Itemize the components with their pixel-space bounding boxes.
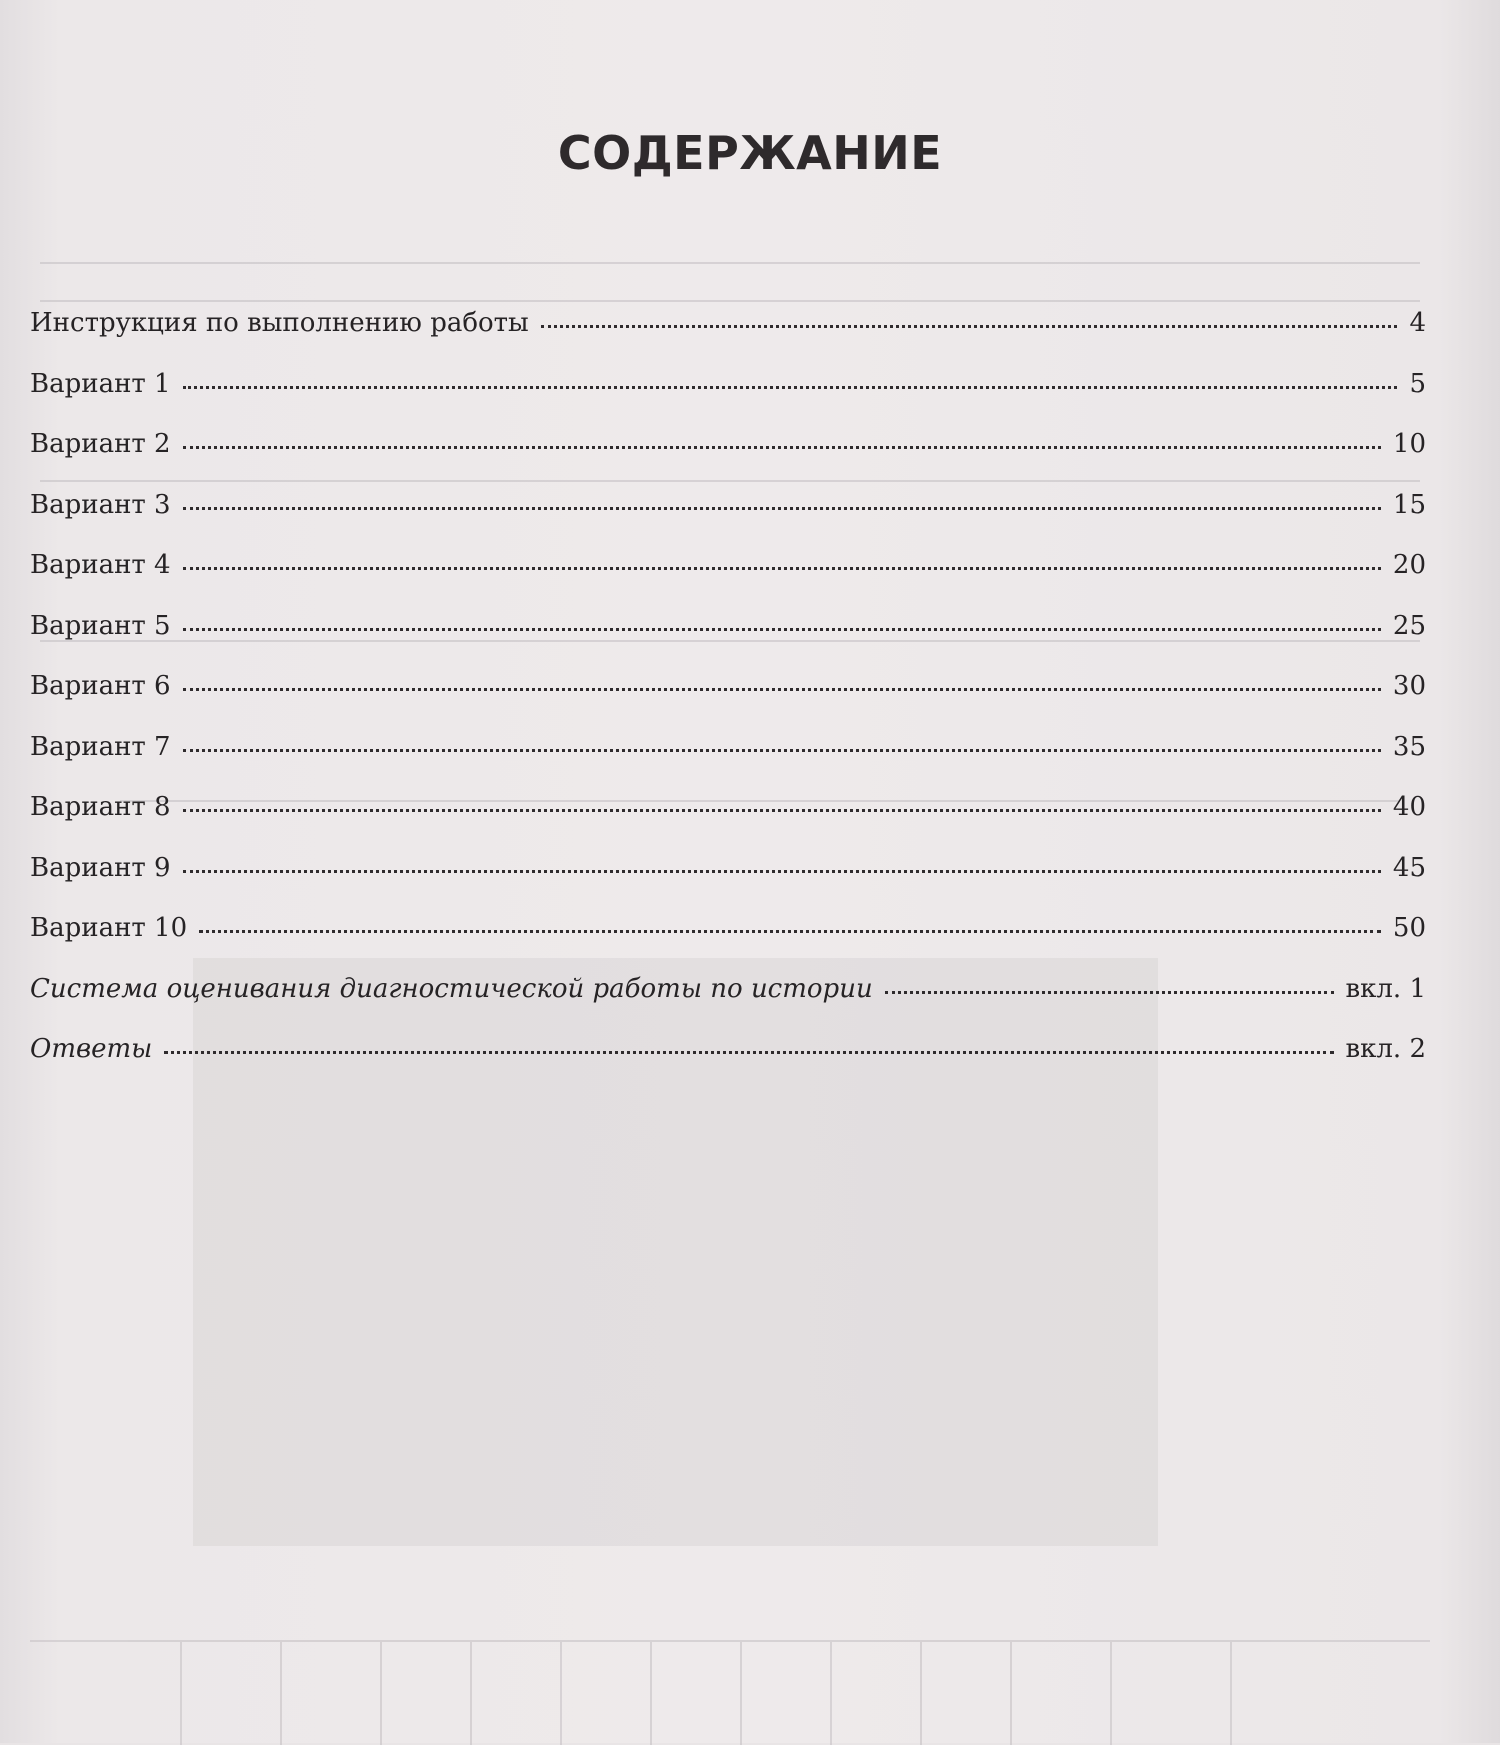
toc-dot-leader <box>199 928 1381 933</box>
toc-entry <box>30 550 1426 611</box>
toc-entry-page: 4 <box>1409 308 1426 338</box>
toc-entry-label: Вариант 7 <box>30 731 171 762</box>
toc-entry-label: Инструкция по выполнению работы <box>30 308 529 338</box>
toc-entry-label: Вариант 1 <box>30 368 171 399</box>
table-of-contents <box>30 308 1426 1095</box>
toc-entry-page: вкл. 2 <box>1345 1034 1426 1064</box>
toc-entry <box>30 308 1426 369</box>
toc-entry-page: 35 <box>1392 731 1426 762</box>
toc-entry-page: 40 <box>1392 792 1426 822</box>
toc-entry <box>30 732 1426 793</box>
toc-dot-leader <box>183 868 1381 873</box>
toc-entry <box>30 853 1426 914</box>
toc-dot-leader <box>183 747 1381 752</box>
toc-entry <box>30 429 1426 490</box>
toc-entry-page: 10 <box>1392 429 1426 459</box>
toc-dot-leader <box>183 444 1381 449</box>
show-through-line <box>40 300 1420 302</box>
toc-entry-label: Система оценивания диагностической работы по истории <box>30 973 873 1004</box>
page-title: СОДЕРЖАНИЕ <box>557 126 943 180</box>
toc-dot-leader <box>885 989 1334 994</box>
toc-entry-page: 5 <box>1409 368 1426 399</box>
toc-entry-label: Вариант 2 <box>30 429 171 459</box>
toc-dot-leader <box>183 565 1381 570</box>
toc-entry <box>30 671 1426 732</box>
toc-entry-label: Вариант 10 <box>30 913 188 943</box>
toc-entry <box>30 913 1426 974</box>
toc-entry-label: Ответы <box>30 1034 153 1064</box>
show-through-line <box>40 262 1420 264</box>
toc-entry <box>30 974 1426 1035</box>
toc-entry-label: Вариант 4 <box>30 550 171 580</box>
toc-dot-leader <box>183 626 1381 631</box>
show-through-table <box>30 1640 1430 1745</box>
toc-entry <box>30 611 1426 672</box>
toc-entry-label: Вариант 3 <box>30 489 171 520</box>
toc-dot-leader <box>183 505 1381 510</box>
toc-dot-leader <box>183 686 1381 691</box>
toc-entry-page: 50 <box>1392 913 1426 943</box>
toc-dot-leader <box>541 323 1398 328</box>
toc-entry-label: Вариант 9 <box>30 852 171 883</box>
toc-entry-page: 15 <box>1392 489 1426 520</box>
toc-entry <box>30 1034 1426 1095</box>
toc-entry-label: Вариант 6 <box>30 671 171 701</box>
toc-entry-page: 25 <box>1392 610 1426 641</box>
toc-entry-page: вкл. 1 <box>1345 973 1426 1004</box>
toc-dot-leader <box>183 807 1381 812</box>
toc-entry-page: 20 <box>1392 550 1426 580</box>
toc-entry-page: 45 <box>1392 852 1426 883</box>
toc-entry <box>30 369 1426 430</box>
toc-entry <box>30 792 1426 853</box>
toc-entry-label: Вариант 5 <box>30 610 171 641</box>
toc-entry-label: Вариант 8 <box>30 792 171 822</box>
toc-entry-page: 30 <box>1392 671 1426 701</box>
toc-dot-leader <box>183 384 1398 389</box>
toc-entry <box>30 490 1426 551</box>
toc-dot-leader <box>164 1049 1333 1054</box>
